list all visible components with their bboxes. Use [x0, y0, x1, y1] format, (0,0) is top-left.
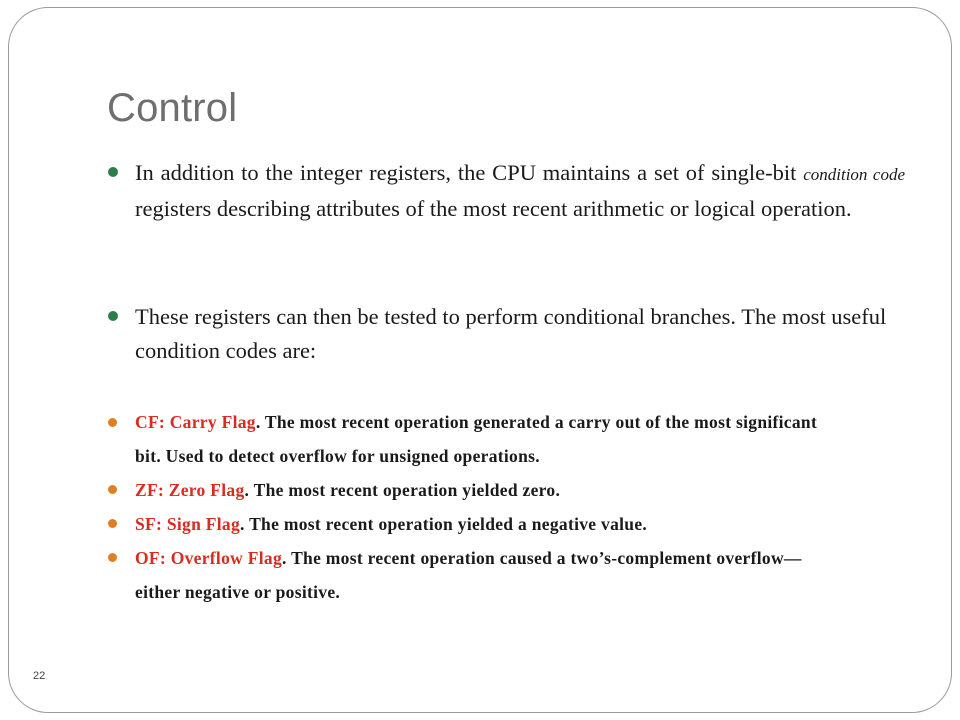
bullet-dot	[108, 485, 117, 494]
flag-description: The most recent operation caused a two’s-complement overflow—either negative or positive.	[135, 548, 802, 602]
paragraph-text: These registers can then be tested to perform conditional branches. The most useful condition codes are:	[135, 304, 887, 363]
slide-title: Control	[107, 86, 238, 130]
paragraph-condition-registers	[135, 156, 905, 226]
flag-item-sf: SF: Sign Flag. The most recent operation yielded a negative value.	[135, 514, 648, 534]
flag-description: The most recent operation generated a carry out of the most significant bit. Used to detect overflow for unsigned operations.	[135, 412, 818, 466]
slide-number: 22	[33, 670, 46, 682]
paragraph-condition-codes-intro	[135, 300, 895, 368]
flag-description: The most recent operation yielded zero.	[253, 480, 561, 500]
paragraph-text: In addition to the integer registers, the CPU maintains a set of single-bit	[135, 160, 797, 185]
flag-item-zf: ZF: Zero Flag. The most recent operation yielded zero.	[135, 480, 561, 500]
bullet-dot	[108, 418, 117, 427]
italic-term: condition code	[803, 165, 905, 184]
paragraph-text: registers describing attributes of the most recent arithmetic or logical operation.	[135, 196, 852, 221]
flag-item-of: OF: Overflow Flag. The most recent operation caused a two’s-complement overflow—either negative or positive.	[135, 548, 802, 602]
flag-description: The most recent operation yielded a negative value.	[249, 514, 648, 534]
flag-item-cf: CF: Carry Flag. The most recent operation generated a carry out of the most significant bit. Used to detect overflow for unsigned operations.	[135, 412, 818, 466]
bullet-dot	[108, 553, 117, 562]
flag-name: SF: Sign Flag	[135, 514, 241, 534]
flag-name: ZF: Zero Flag	[135, 480, 245, 500]
flag-name: CF: Carry Flag	[135, 412, 256, 432]
flag-name: OF: Overflow Flag	[135, 548, 283, 568]
bullet-dot	[108, 167, 118, 177]
bullet-dot	[108, 519, 117, 528]
bullet-dot	[108, 311, 118, 321]
